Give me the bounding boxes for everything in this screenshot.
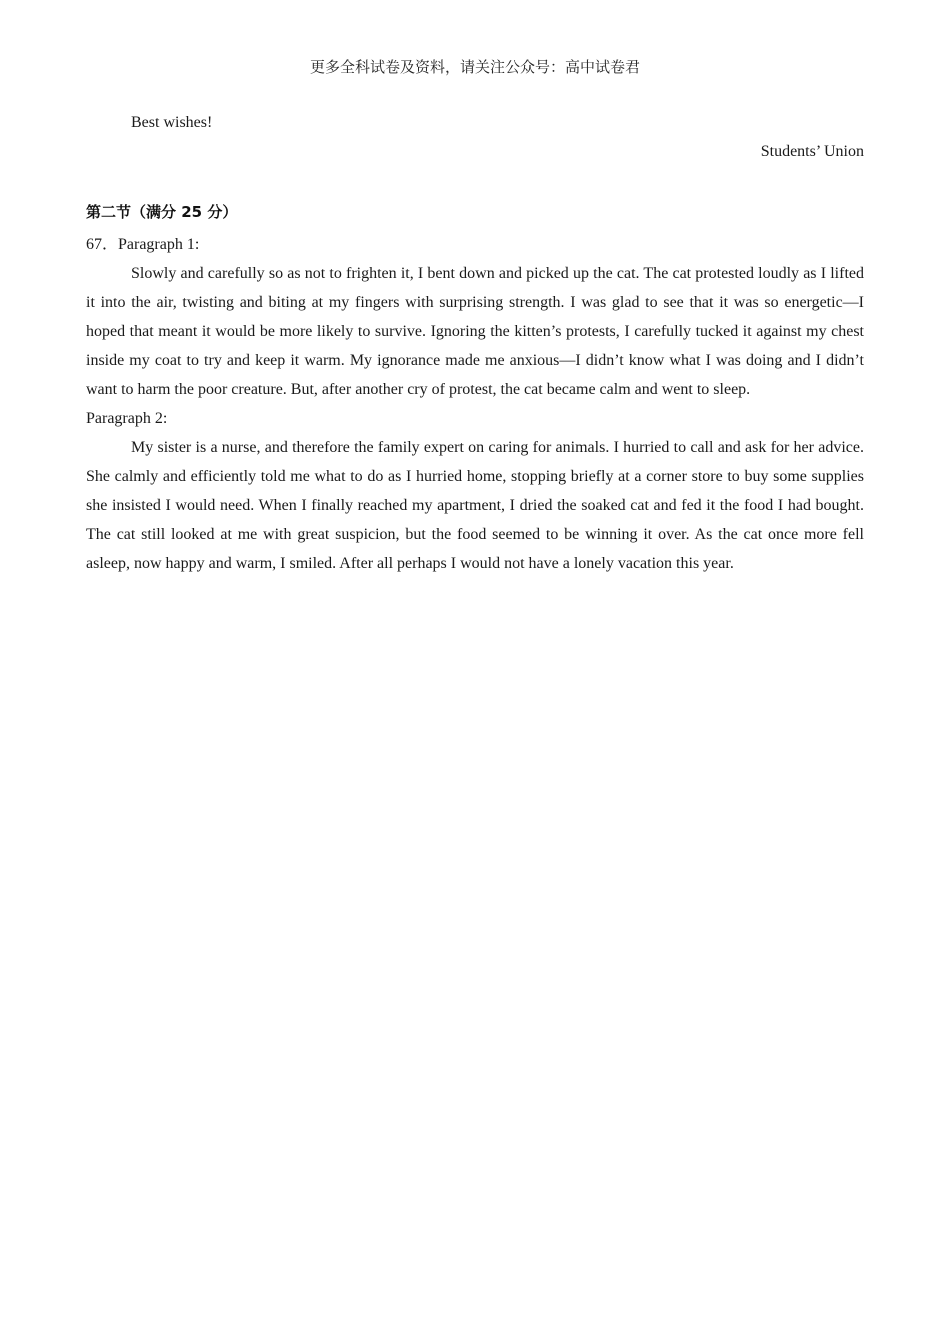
paragraph-2-text: My sister is a nurse, and therefore the family expert on caring for animals. I hurried to call and ask for her advice. She calmly and efficiently told me what to do as I hurried home, stopping briefly at a corner store to buy some supplies she insisted I would need. When I finally reached my apartment, I dried the soaked cat and fed it the food I had bought. The cat still looked at me with great suspicion, but the food seemed to be winning it over. As the cat once more fell asleep, now happy and warm, I smiled. After all perhaps I would not have a lonely vacation this year. (86, 439, 864, 572)
paragraph-1-text: Slowly and carefully so as not to frighten it, I bent down and picked up the cat. The cat protested loudly as I lifted it into the air, twisting and biting at my fingers with surprising strength. I was glad to see that it was so energetic—I hoped that meant it would be more likely to survive. Ignoring the kitten’s protests, I carefully tucked it against my chest inside my coat to try and keep it warm. My ignorance made me anxious—I didn’t know what I was doing and I didn’t want to harm the poor creature. But, after another cry of protest, the cat became calm and went to sleep. (86, 265, 864, 398)
letter-signature: Students’ Union (760, 143, 864, 160)
page-header-note: 更多全科试卷及资料，请关注公众号：高中试卷君 (309, 58, 640, 76)
question-body (86, 230, 864, 578)
paragraph-2-label: Paragraph 2: (86, 410, 168, 427)
paragraph-1-label: 67．Paragraph 1: (86, 236, 200, 253)
letter-closing: Best wishes! (131, 114, 213, 131)
section-heading: 第二节（满分 25 分） (86, 203, 238, 221)
